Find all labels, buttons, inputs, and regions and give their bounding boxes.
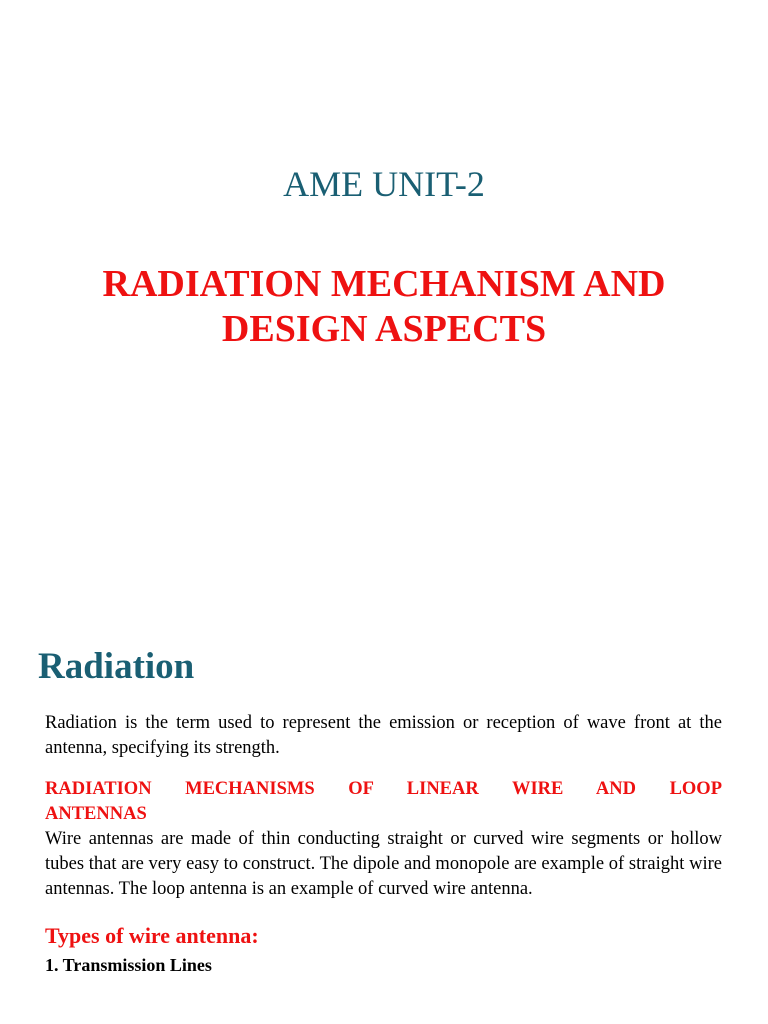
- page-title: AME UNIT-2: [283, 164, 485, 204]
- types-heading: Types of wire antenna:: [45, 923, 259, 948]
- subheading-line-1: RADIATION MECHANISMS OF LINEAR WIRE AND LOOP: [45, 779, 722, 799]
- subheading-line-2: ANTENNAS: [45, 804, 147, 824]
- body-paragraph: Wire antennas are made of thin conducting straight or curved wire segments or hollow tubes that are very easy to construct. The dipole and monopole are example of straight wire antennas. The loop antenna is an example of curved wire antenna.: [45, 829, 722, 899]
- list-item: 1. Transmission Lines: [45, 955, 212, 975]
- page-subtitle: [0, 262, 768, 352]
- intro-paragraph: Radiation is the term used to represent the emission or reception of wave front at the antenna, specifying its strength.: [45, 713, 722, 758]
- section-heading: Radiation: [38, 646, 195, 687]
- subtitle-line-2: DESIGN ASPECTS: [221, 308, 547, 350]
- subtitle-line-1: RADIATION MECHANISM AND: [102, 263, 666, 305]
- section-content: [45, 711, 722, 976]
